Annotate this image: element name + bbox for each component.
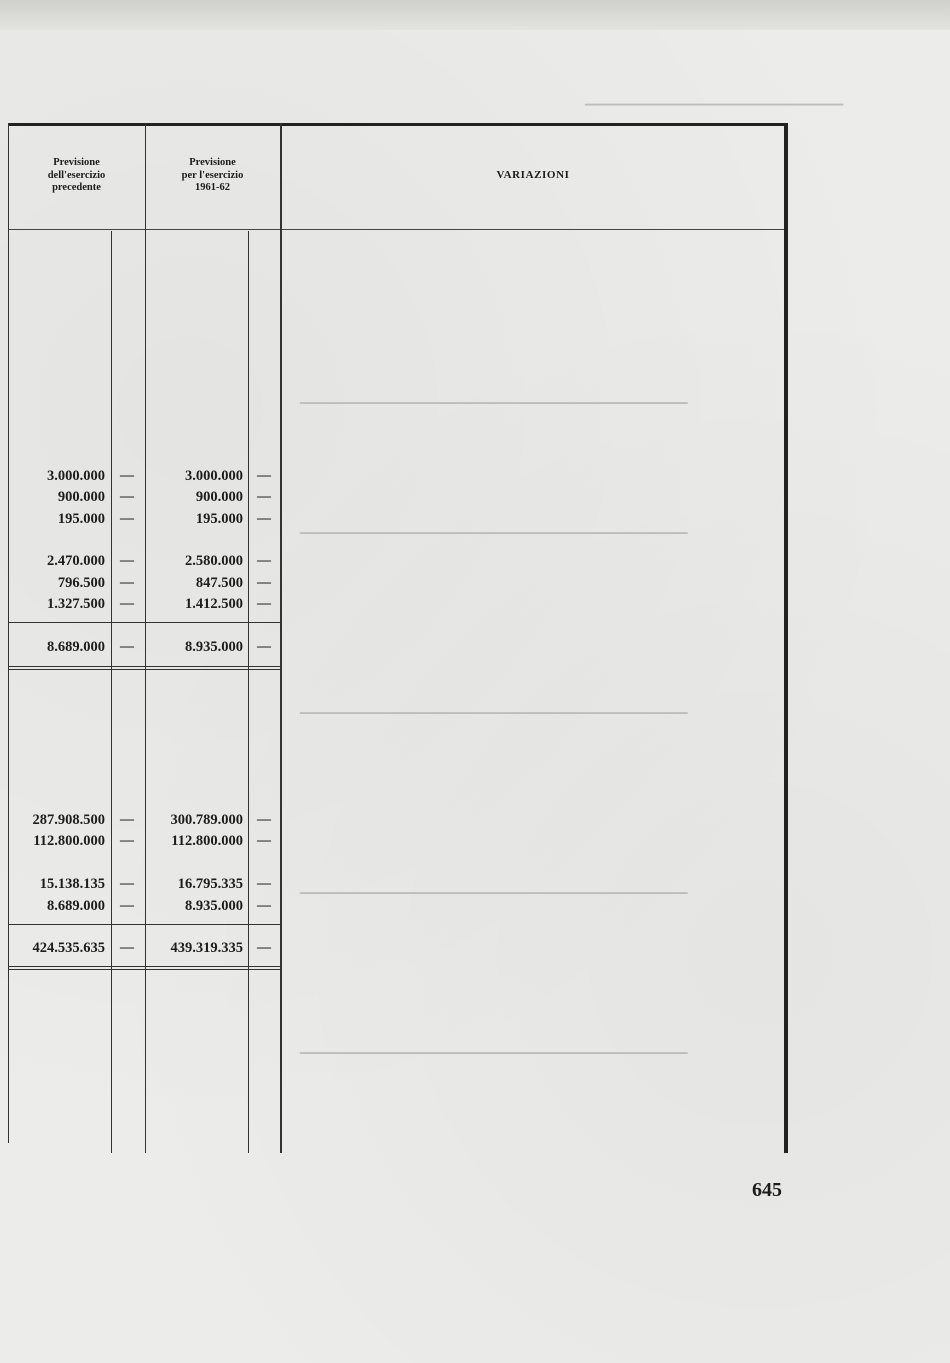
dash-mark: — <box>257 596 271 611</box>
bleed-through-text: ▔▔▔▔▔▔▔▔▔▔▔▔▔▔▔▔▔▔▔▔▔▔▔▔▔▔▔▔ <box>585 104 844 118</box>
current-amount: 16.795.335 <box>177 876 243 892</box>
dash-mark: — <box>120 898 134 913</box>
dash-mark: — <box>257 812 271 827</box>
table-right-border <box>784 123 788 1153</box>
dash-mark: — <box>257 575 271 590</box>
current-amount: 195.000 <box>195 511 243 527</box>
header-previous-year: Previsione dell'esercizio precedente <box>47 157 106 193</box>
previous-amount: 1.327.500 <box>47 596 105 612</box>
dash-mark: — <box>257 940 271 955</box>
subtotal-double-rule <box>8 669 280 670</box>
page-number: 645 <box>752 1179 782 1201</box>
bleed-through-text: ▁▁▁▁▁▁▁▁▁▁▁▁▁▁▁▁▁▁▁▁▁▁▁▁▁▁▁▁▁▁▁▁▁▁▁▁▁▁▁▁▁▁ <box>300 1040 688 1054</box>
current-amount: 8.935.000 <box>185 898 243 914</box>
dash-mark: — <box>120 876 134 891</box>
bleed-through-text: ▁▁▁▁▁▁▁▁▁▁▁▁▁▁▁▁▁▁▁▁▁▁▁▁▁▁▁▁▁▁▁▁▁▁▁▁▁▁▁▁▁▁ <box>300 390 688 404</box>
dash-mark: — <box>120 812 134 827</box>
dash-mark: — <box>257 468 271 483</box>
column-rule <box>8 123 9 1143</box>
current-amount: 2.580.000 <box>185 553 243 569</box>
table-top-rule <box>8 123 788 126</box>
previous-amount: 3.000.000 <box>47 468 105 484</box>
previous-amount: 796.500 <box>57 575 105 591</box>
dash-mark: — <box>120 639 134 654</box>
dash-mark: — <box>257 639 271 654</box>
subtotal-current: 8.935.000 <box>185 639 243 655</box>
dash-mark: — <box>257 898 271 913</box>
dash-mark: — <box>120 553 134 568</box>
total-double-rule <box>8 969 280 970</box>
total-previous: 424.535.635 <box>32 940 105 956</box>
previous-amount: 15.138.135 <box>39 876 105 892</box>
previous-amount: 8.689.000 <box>47 898 105 914</box>
header-current-year: Previsione per l'esercizio 1961-62 <box>181 157 244 193</box>
dash-mark: — <box>120 575 134 590</box>
column-rule <box>280 123 282 1153</box>
dash-column-rule <box>248 231 249 1153</box>
total-rule <box>8 924 280 925</box>
previous-amount: 112.800.000 <box>33 833 105 849</box>
dash-mark: — <box>257 511 271 526</box>
dash-mark: — <box>257 489 271 504</box>
subtotal-rule <box>8 622 280 623</box>
dash-mark: — <box>257 553 271 568</box>
scan-top-edge <box>0 0 950 30</box>
dash-mark: — <box>120 596 134 611</box>
current-amount: 3.000.000 <box>185 468 243 484</box>
budget-table <box>8 123 788 1153</box>
dash-mark: — <box>257 833 271 848</box>
dash-mark: — <box>120 940 134 955</box>
previous-amount: 2.470.000 <box>47 553 105 569</box>
subtotal-previous: 8.689.000 <box>47 639 105 655</box>
total-double-rule <box>8 966 280 967</box>
dash-column-rule <box>111 231 112 1153</box>
current-amount: 300.789.000 <box>170 812 243 828</box>
total-current: 439.319.335 <box>170 940 243 956</box>
current-amount: 900.000 <box>195 489 243 505</box>
previous-amount: 195.000 <box>57 511 105 527</box>
current-amount: 1.412.500 <box>185 596 243 612</box>
dash-mark: — <box>120 833 134 848</box>
subtotal-double-rule <box>8 666 280 667</box>
dash-mark: — <box>120 489 134 504</box>
column-rule <box>145 123 146 1153</box>
current-amount: 112.800.000 <box>171 833 243 849</box>
bleed-through-text: ▁▁▁▁▁▁▁▁▁▁▁▁▁▁▁▁▁▁▁▁▁▁▁▁▁▁▁▁▁▁▁▁▁▁▁▁▁▁▁▁▁▁ <box>300 880 688 894</box>
dash-mark: — <box>257 876 271 891</box>
previous-amount: 900.000 <box>57 489 105 505</box>
current-amount: 847.500 <box>195 575 243 591</box>
bleed-through-text: ▁▁▁▁▁▁▁▁▁▁▁▁▁▁▁▁▁▁▁▁▁▁▁▁▁▁▁▁▁▁▁▁▁▁▁▁▁▁▁▁▁▁ <box>300 520 688 534</box>
dash-mark: — <box>120 511 134 526</box>
dash-mark: — <box>120 468 134 483</box>
header-bottom-rule <box>8 229 784 230</box>
previous-amount: 287.908.500 <box>32 812 105 828</box>
bleed-through-text: ▁▁▁▁▁▁▁▁▁▁▁▁▁▁▁▁▁▁▁▁▁▁▁▁▁▁▁▁▁▁▁▁▁▁▁▁▁▁▁▁▁▁ <box>300 700 688 714</box>
header-variazioni: VARIAZIONI <box>496 169 570 181</box>
